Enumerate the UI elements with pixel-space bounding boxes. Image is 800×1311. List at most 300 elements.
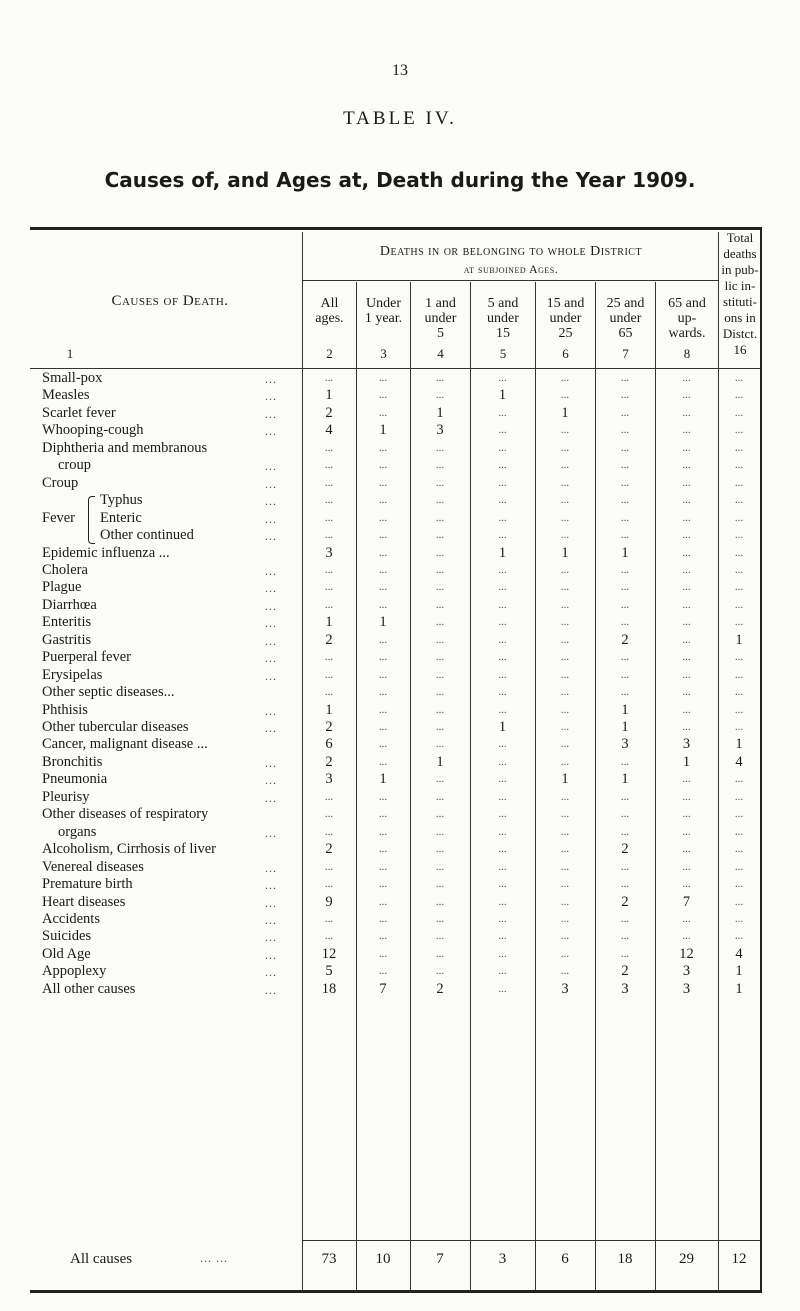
value-cell: ... [734,476,744,489]
value-cell: 1 [436,753,444,770]
table-row [0,824,800,841]
value-cell: 1 [436,404,444,421]
table-row [0,719,800,736]
total-col-line: deaths [723,246,757,261]
value-cell: ... [682,773,691,786]
top-rule [30,227,762,230]
value-cell: ... [435,773,445,786]
value-cell: ... [435,668,445,681]
value-cell: ... [435,965,445,978]
value-cell: 1 [735,631,743,648]
value-cell: ... [734,668,744,681]
header-line: 1 year. [364,311,403,326]
value-cell: 2 [325,841,333,858]
value-cell: ... [620,651,630,664]
value-cell: ... [378,651,388,664]
value-cell: ... [682,703,691,716]
leader-dots: ... [265,947,277,962]
value-cell: ... [378,633,388,646]
value-cell: ... [378,581,388,594]
value-cell: ... [378,546,388,559]
table-row [0,649,800,666]
value-cell: 9 [325,893,333,910]
value-cell: 3 [682,963,691,980]
value-cell: ... [378,668,388,681]
table-row [0,597,800,614]
value-cell: ... [734,529,744,542]
value-cell: ... [435,930,445,943]
cause-label: Other septic diseases... [42,684,175,701]
value-cell: ... [560,598,570,611]
cause-label: Premature birth [42,876,133,893]
cause-label: Enteritis [42,614,92,631]
total-col-line: lic in- [724,278,756,293]
value-cell: ... [560,424,570,437]
value-cell: ... [620,406,630,419]
value-cell: ... [620,598,630,611]
value-cell: ... [498,424,507,437]
value-cell: 6 [325,736,333,753]
header-line: up- [677,311,697,326]
value-cell: ... [560,633,570,646]
value-cell: ... [734,773,744,786]
value-cell: ... [378,441,388,454]
cause-label: Epidemic influenza ... [42,544,170,561]
value-cell: ... [498,529,507,542]
total-cell: 6 [561,1251,569,1267]
value-cell: ... [560,895,570,908]
value-cell: 1 [682,753,691,770]
value-cell: ... [560,738,570,751]
table-row [0,667,800,684]
value-cell: ... [682,721,691,733]
value-cell: ... [378,686,388,699]
age-column-header [536,296,595,341]
value-cell: ... [734,424,744,437]
value-cell: 4 [735,945,743,962]
column-number: 8 [683,346,691,361]
value-cell: ... [378,965,388,978]
leader-dots: ... [265,389,277,404]
value-cell: ... [734,406,744,419]
value-cell: ... [498,372,507,384]
age-column-header [357,296,410,326]
value-cell: ... [324,511,334,524]
header-line: 5 [437,326,444,341]
value-cell: ... [435,459,445,472]
value-cell: ... [734,563,744,576]
table-row [0,806,800,823]
value-cell: ... [620,563,630,576]
value-cell: ... [682,494,691,507]
header-line: 1 and [425,296,456,311]
value-cell: 2 [621,841,629,858]
column-number: 1 [66,346,74,361]
value-cell: ... [435,563,445,576]
value-cell: ... [378,389,388,402]
value-cell: 2 [325,631,333,648]
header-line: 15 and [546,296,585,311]
value-cell: ... [560,790,570,803]
table-row [0,736,800,753]
value-cell: ... [734,389,744,402]
value-cell: ... [682,424,691,437]
value-cell: 1 [621,544,629,561]
value-cell: ... [734,930,744,943]
value-cell: ... [682,441,691,454]
cause-label: Diarrhœa [42,596,97,613]
leader-dots: ... [265,651,277,666]
value-cell: 2 [325,719,333,735]
value-cell: ... [324,372,334,384]
value-cell: ... [682,581,691,594]
value-cell: ... [378,476,388,489]
value-cell: 3 [621,980,629,997]
page-number: 13 [392,62,408,79]
cause-label: Pleurisy [42,788,90,805]
total-cell: 73 [321,1251,337,1267]
leader-dots: ... [265,878,277,893]
table-row [0,702,800,719]
value-cell: ... [620,860,630,873]
table-row [0,527,800,544]
value-cell: ... [378,755,388,768]
leader-dots: ... [265,965,277,980]
value-cell: 18 [321,980,337,997]
value-cell: ... [682,476,691,489]
leader-dots: ... [265,406,277,421]
value-cell: ... [435,843,445,856]
header-line: 65 and [668,296,706,311]
value-cell: ... [682,912,691,925]
table-row [0,545,800,562]
table-row [0,859,800,876]
value-cell: ... [435,878,445,891]
cause-label: Diphtheria and membranous [42,439,208,456]
value-cell: ... [435,598,445,611]
value-cell: ... [378,459,388,472]
value-cell: 1 [621,701,629,718]
column-number: 3 [380,346,387,361]
leader-dots: ... [265,372,277,386]
cause-label: Pneumonia [42,771,108,788]
value-cell: 12 [321,945,337,962]
value-cell: ... [378,406,388,419]
cause-label: Accidents [42,910,100,927]
value-cell: 1 [561,404,569,421]
value-cell: ... [620,459,630,472]
table-row [0,457,800,474]
column-number: 16 [733,342,747,357]
value-cell: ... [435,529,445,542]
value-cell: ... [435,947,445,960]
page-title: Causes of, and Ages at, Death during the Year 1909. [104,168,696,192]
value-cell: ... [324,668,334,681]
value-cell: ... [560,721,570,733]
value-cell: ... [498,668,507,681]
value-cell: ... [734,895,744,908]
value-cell: ... [560,930,570,943]
value-cell: ... [620,529,630,542]
value-cell: ... [560,843,570,856]
table-row [0,789,800,806]
table-row [0,771,800,788]
value-cell: ... [498,581,507,594]
header-line: ages. [315,311,344,326]
value-cell: ... [498,808,507,821]
total-cell: 3 [498,1251,507,1267]
value-cell: 4 [325,422,333,439]
value-cell: ... [378,529,388,542]
table-label: TABLE IV. [343,108,457,129]
header-rule [30,368,760,369]
value-cell: 7 [682,893,691,910]
cause-label: Typhus [100,492,143,509]
value-cell: ... [498,686,507,699]
value-cell: ... [620,494,630,507]
cause-label: Croup [42,474,79,491]
value-cell: ... [682,860,691,873]
table-row [0,632,800,649]
value-cell: ... [498,459,507,472]
value-cell: ... [324,651,334,664]
value-cell: 2 [621,631,629,648]
value-cell: ... [435,686,445,699]
value-cell: ... [378,808,388,821]
value-cell: ... [378,494,388,507]
value-cell: ... [324,581,334,594]
header-line: under [549,311,582,326]
value-cell: ... [682,372,691,384]
value-cell: ... [560,372,570,384]
leader-dots: ... [265,982,277,997]
fever-group-label: Fever [42,509,76,526]
value-cell: ... [620,912,630,925]
totals-label: All causes [70,1251,133,1267]
value-cell: 2 [436,980,444,997]
cause-label: Alcoholism, Cirrhosis of liver [42,841,216,858]
value-cell: ... [560,965,570,978]
cause-label: Small-pox [42,370,103,386]
value-cell: ... [682,598,691,611]
value-cell: ... [734,703,744,716]
value-cell: ... [498,755,507,768]
spanning-header-line2: at subjoined Ages. [463,262,559,276]
header-line: 15 [496,326,510,341]
value-cell: ... [682,616,691,629]
value-cell: 3 [325,544,333,561]
value-cell: ... [378,895,388,908]
total-cell: 12 [731,1251,747,1267]
value-cell: ... [498,843,507,856]
leader-dots: ... [265,633,277,648]
value-cell: 4 [735,753,743,770]
leader-dots: ... [265,424,277,439]
total-col-line: stituti- [723,294,757,309]
value-cell: ... [734,790,744,803]
total-col-header [719,230,761,358]
value-cell: ... [734,581,744,594]
value-cell: ... [734,494,744,507]
value-cell: ... [560,860,570,873]
value-cell: 1 [735,963,743,980]
value-cell: 1 [379,771,387,788]
value-cell: 1 [325,614,333,631]
value-cell: ... [682,878,691,891]
table-row [0,981,800,998]
value-cell: ... [682,406,691,419]
value-cell: ... [378,930,388,943]
value-cell: ... [378,843,388,856]
cause-label: All other causes [42,980,136,997]
value-cell: ... [734,372,744,384]
value-cell: ... [498,825,507,838]
value-cell: ... [435,616,445,629]
value-cell: ... [734,459,744,472]
cause-label: Old Age [42,945,91,962]
value-cell: ... [560,825,570,838]
value-cell: ... [560,651,570,664]
cause-label: Phthisis [42,701,88,718]
value-cell: ... [435,860,445,873]
table-row [0,475,800,492]
value-cell: 3 [561,980,569,997]
age-column-header [656,296,718,341]
leader-dots: ... ... [200,1251,228,1265]
value-cell: ... [560,616,570,629]
value-cell: ... [620,808,630,821]
value-cell: ... [560,529,570,542]
value-cell: ... [378,912,388,925]
leader-dots: ... [265,825,277,840]
value-cell: ... [620,686,630,699]
value-cell: ... [560,947,570,960]
header-line: 5 and [487,296,519,311]
value-cell: 1 [561,771,569,788]
value-cell: 1 [735,736,743,753]
value-cell: ... [378,511,388,524]
value-cell: ... [435,790,445,803]
value-cell: ... [560,878,570,891]
value-cell: ... [620,424,630,437]
cause-label: Measles [42,387,90,404]
cause-label: Venereal diseases [42,858,144,875]
value-cell: 1 [621,719,629,735]
value-cell: 1 [498,719,507,735]
table-row [0,579,800,596]
table-row [0,911,800,928]
column-number: 5 [499,346,507,361]
value-cell: ... [378,825,388,838]
value-cell: 2 [325,404,333,421]
value-cell: ... [734,616,744,629]
cause-label: Gastritis [42,631,92,648]
value-cell: ... [734,878,744,891]
column-number: 6 [562,346,569,361]
value-cell: 12 [679,945,694,962]
value-cell: ... [378,790,388,803]
value-cell: ... [734,651,744,664]
column-number: 2 [326,346,333,361]
cause-label: Other continued [100,527,194,544]
value-cell: 3 [436,422,444,439]
value-cell: 1 [325,387,333,404]
value-cell: ... [682,686,691,699]
value-cell: ... [498,651,507,664]
value-cell: ... [435,441,445,454]
leader-dots: ... [265,598,277,613]
value-cell: ... [734,686,744,699]
value-cell: ... [620,790,630,803]
header-line: 65 [618,326,633,341]
leader-dots: ... [265,930,277,945]
value-cell: 1 [379,614,387,631]
value-cell: ... [560,563,570,576]
leader-dots: ... [265,494,277,509]
value-cell: 7 [379,980,387,997]
value-cell: ... [498,633,507,646]
table-row [0,614,800,631]
value-cell: 2 [621,893,629,910]
value-cell: ... [620,616,630,629]
fever-bracket-icon [88,496,95,544]
value-cell: 3 [682,736,691,753]
value-cell: ... [682,825,691,838]
total-col-line: in pub- [721,262,759,277]
value-cell: ... [435,511,445,524]
table-row [0,387,800,404]
value-cell: ... [620,878,630,891]
value-cell: ... [435,703,445,716]
table-row [0,946,800,963]
value-cell: ... [324,860,334,873]
value-cell: ... [324,529,334,542]
value-cell: ... [498,982,507,995]
value-cell: ... [734,441,744,454]
value-cell: ... [734,843,744,856]
value-cell: ... [734,511,744,524]
cause-label: Scarlet fever [42,404,116,421]
cause-label: organs [58,823,97,840]
value-cell: ... [620,947,630,960]
value-cell: ... [620,755,630,768]
value-cell: ... [682,529,691,542]
leader-dots: ... [265,511,277,526]
value-cell: ... [435,808,445,821]
value-cell: ... [682,459,691,472]
table-row [0,754,800,771]
total-cell: 29 [679,1251,694,1267]
leader-dots: ... [265,563,277,578]
value-cell: ... [324,686,334,699]
value-cell: ... [560,581,570,594]
value-cell: ... [620,372,630,384]
value-cell: ... [324,494,334,507]
value-cell: ... [498,895,507,908]
value-cell: ... [435,389,445,402]
value-cell: 1 [498,544,507,561]
age-column-header [303,296,356,326]
cause-label: Enteric [100,509,142,526]
value-cell: ... [498,703,507,716]
value-cell: ... [498,616,507,629]
header-line: Under [366,296,401,311]
header-line: wards. [668,326,706,341]
value-cell: ... [682,843,691,856]
value-cell: ... [498,930,507,943]
value-cell: ... [498,878,507,891]
value-cell: ... [734,808,744,821]
